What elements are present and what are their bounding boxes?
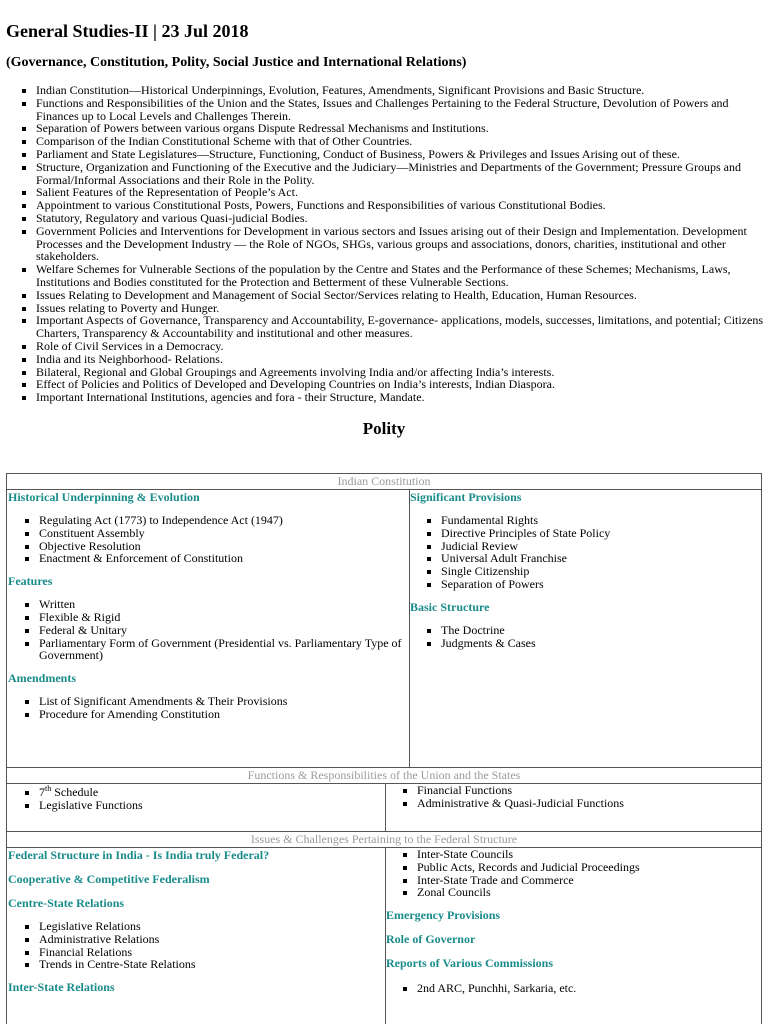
list-item: ▪ Enactment & Enforcement of Constitution bbox=[39, 552, 409, 565]
section-heading: Reports of Various Commissions bbox=[386, 956, 554, 971]
list-item: ▪ Administrative Relations bbox=[39, 933, 385, 946]
list-item: ▪ Inter-State Councils bbox=[417, 848, 761, 861]
list-item: ▪ Parliamentary Form of Government (Presidential vs. Parliamentary Type of Government) bbox=[39, 637, 409, 663]
list-item: ▪ Objective Resolution bbox=[39, 540, 409, 553]
table-right-column bbox=[409, 490, 761, 767]
list-item: ▪ Trends in Centre-State Relations bbox=[39, 958, 385, 971]
list-item: ▪ Constituent Assembly bbox=[39, 527, 409, 540]
section-heading: Inter-State Relations bbox=[8, 980, 115, 995]
syllabus-item: ▪ Comparison of the Indian Constitutional Scheme with that of Other Countries. bbox=[36, 135, 768, 148]
bullet-list bbox=[409, 514, 761, 591]
table-right-column bbox=[385, 848, 761, 1024]
syllabus-item: ▪ Important International Institutions, agencies and fora - their Structure, Mandate. bbox=[36, 391, 768, 404]
list-item: ▪ Judicial Review bbox=[441, 540, 761, 553]
syllabus-item: ▪ Issues Relating to Development and Management of Social Sector/Services relating to Health, Education, Human Resources. bbox=[36, 289, 768, 302]
section-heading: Significant Provisions bbox=[410, 490, 522, 504]
table-left-column bbox=[7, 490, 410, 767]
section-heading: Basic Structure bbox=[410, 599, 490, 614]
list-item: ▪ Procedure for Amending Constitution bbox=[39, 708, 409, 721]
list-item: ▪ Directive Principles of State Policy bbox=[441, 527, 761, 540]
syllabus-item: ▪ Parliament and State Legislatures—Structure, Functioning, Conduct of Business, Powers & Privileges and Issues Arising out of these. bbox=[36, 148, 768, 161]
document-subtitle: (Governance, Constitution, Polity, Social Justice and International Relations) bbox=[6, 55, 467, 70]
section-heading: Emergency Provisions bbox=[386, 908, 501, 923]
list-item: ▪ Inter-State Trade and Commerce bbox=[417, 874, 761, 887]
section-heading: Cooperative & Competitive Federalism bbox=[8, 872, 210, 886]
syllabus-item: ▪ Separation of Powers between various organs Dispute Redressal Mechanisms and Institutions. bbox=[36, 122, 768, 135]
syllabus-item: ▪ Government Policies and Interventions for Development in various sectors and Issues arising out of their Design and Implementation. Development Processes and the Development Industry — the Role of NGOs, SHGs, various groups and associations, donors, charities, institutional and other stakeholders. bbox=[36, 225, 768, 263]
table-left-column bbox=[7, 848, 386, 1024]
list-item bbox=[39, 786, 385, 799]
list-item: ▪ Universal Adult Franchise bbox=[441, 552, 761, 565]
syllabus-item: ▪ Salient Features of the Representation of People’s Act. bbox=[36, 186, 768, 199]
list-item: ▪ Public Acts, Records and Judicial Proceedings bbox=[417, 861, 761, 874]
syllabus-item: ▪ Welfare Schemes for Vulnerable Sections of the population by the Centre and States and the Performance of these Schemes; Mechanisms, Laws, Institutions and Bodies constituted for the Protection and Betterment of these Vulnerable Sections. bbox=[36, 263, 768, 289]
bullet-list bbox=[7, 786, 385, 812]
list-item: ▪ Financial Functions bbox=[417, 784, 761, 797]
syllabus-item: ▪ Appointment to various Constitutional Posts, Powers, Functions and Responsibilities of various Constitutional Bodies. bbox=[36, 199, 768, 212]
bullet-list bbox=[7, 695, 409, 721]
table-caption: Functions & Responsibilities of the Union and the States bbox=[7, 768, 761, 784]
syllabus-item: ▪ India and its Neighborhood- Relations. bbox=[36, 353, 768, 366]
bullet-list bbox=[385, 784, 761, 810]
table-left-column bbox=[7, 784, 386, 831]
section-heading: Amendments bbox=[8, 671, 76, 686]
list-item: ▪ Zonal Councils bbox=[417, 886, 761, 899]
syllabus-list bbox=[18, 84, 768, 404]
list-item: ▪ Financial Relations bbox=[39, 946, 385, 959]
section-heading: Centre-State Relations bbox=[8, 896, 125, 910]
section-heading: Role of Governor bbox=[386, 932, 476, 947]
bullet-list bbox=[7, 920, 385, 971]
section-title: Polity bbox=[362, 419, 406, 438]
list-item: ▪ Legislative Functions bbox=[39, 799, 385, 812]
schedule-number: 7 bbox=[39, 785, 45, 799]
indian-constitution-table bbox=[6, 473, 762, 768]
bullet-list bbox=[385, 982, 761, 995]
table-right-column bbox=[385, 784, 761, 831]
list-item: ▪ Flexible & Rigid bbox=[39, 611, 409, 624]
bullet-list bbox=[7, 598, 409, 662]
bullet-list bbox=[385, 848, 761, 899]
syllabus-item: ▪ Effect of Policies and Politics of Developed and Developing Countries on India’s interests, Indian Diaspora. bbox=[36, 378, 768, 391]
syllabus-item: ▪ Important Aspects of Governance, Transparency and Accountability, E-governance- applications, models, successes, limitations, and potential; Citizens Charters, Transparency & Accountability and institutional and other measures. bbox=[36, 314, 768, 340]
syllabus-item: ▪ Statutory, Regulatory and various Quasi-judicial Bodies. bbox=[36, 212, 768, 225]
list-item: ▪ List of Significant Amendments & Their Provisions bbox=[39, 695, 409, 708]
bullet-list bbox=[7, 514, 409, 565]
syllabus-item: ▪ Structure, Organization and Functioning of the Executive and the Judiciary—Ministries and Departments of the Government; Pressure Groups and Formal/Informal Associations and their Role in the Polity. bbox=[36, 161, 768, 187]
syllabus-item: ▪ Bilateral, Regional and Global Groupings and Agreements involving India and/or affecting India’s interests. bbox=[36, 366, 768, 379]
section-heading: Features bbox=[8, 574, 53, 589]
list-item: ▪ Regulating Act (1773) to Independence Act (1947) bbox=[39, 514, 409, 527]
syllabus-item: ▪ Functions and Responsibilities of the Union and the States, Issues and Challenges Pertaining to the Federal Structure, Devolution of Powers and Finances up to Local Levels and Challenges Therein. bbox=[36, 97, 768, 123]
schedule-suffix: th bbox=[45, 784, 52, 793]
list-item: ▪ Fundamental Rights bbox=[441, 514, 761, 527]
section-heading: Historical Underpinning & Evolution bbox=[8, 490, 200, 504]
document-title: General Studies-II | 23 Jul 2018 bbox=[6, 21, 249, 41]
bullet-list bbox=[409, 624, 761, 650]
table-caption: Indian Constitution bbox=[7, 474, 761, 490]
syllabus-item: ▪ Role of Civil Services in a Democracy. bbox=[36, 340, 768, 353]
schedule-label: Schedule bbox=[51, 785, 99, 799]
list-item: ▪ Federal & Unitary bbox=[39, 624, 409, 637]
functions-table bbox=[6, 767, 762, 832]
list-item: ▪ The Doctrine bbox=[441, 624, 761, 637]
syllabus-item: ▪ Issues relating to Poverty and Hunger. bbox=[36, 302, 768, 315]
list-item: ▪ 2nd ARC, Punchhi, Sarkaria, etc. bbox=[417, 982, 761, 995]
syllabus-item: ▪ Indian Constitution—Historical Underpinnings, Evolution, Features, Amendments, Significant Provisions and Basic Structure. bbox=[36, 84, 768, 97]
section-heading: Federal Structure in India - Is India truly Federal? bbox=[8, 848, 270, 862]
list-item: ▪ Single Citizenship bbox=[441, 565, 761, 578]
list-item: ▪ Judgments & Cases bbox=[441, 637, 761, 650]
list-item: ▪ Administrative & Quasi-Judicial Functions bbox=[417, 797, 761, 810]
list-item: ▪ Written bbox=[39, 598, 409, 611]
list-item: ▪ Legislative Relations bbox=[39, 920, 385, 933]
federal-structure-table bbox=[6, 831, 762, 1024]
table-caption: Issues & Challenges Pertaining to the Federal Structure bbox=[7, 832, 761, 848]
list-item: ▪ Separation of Powers bbox=[441, 578, 761, 591]
